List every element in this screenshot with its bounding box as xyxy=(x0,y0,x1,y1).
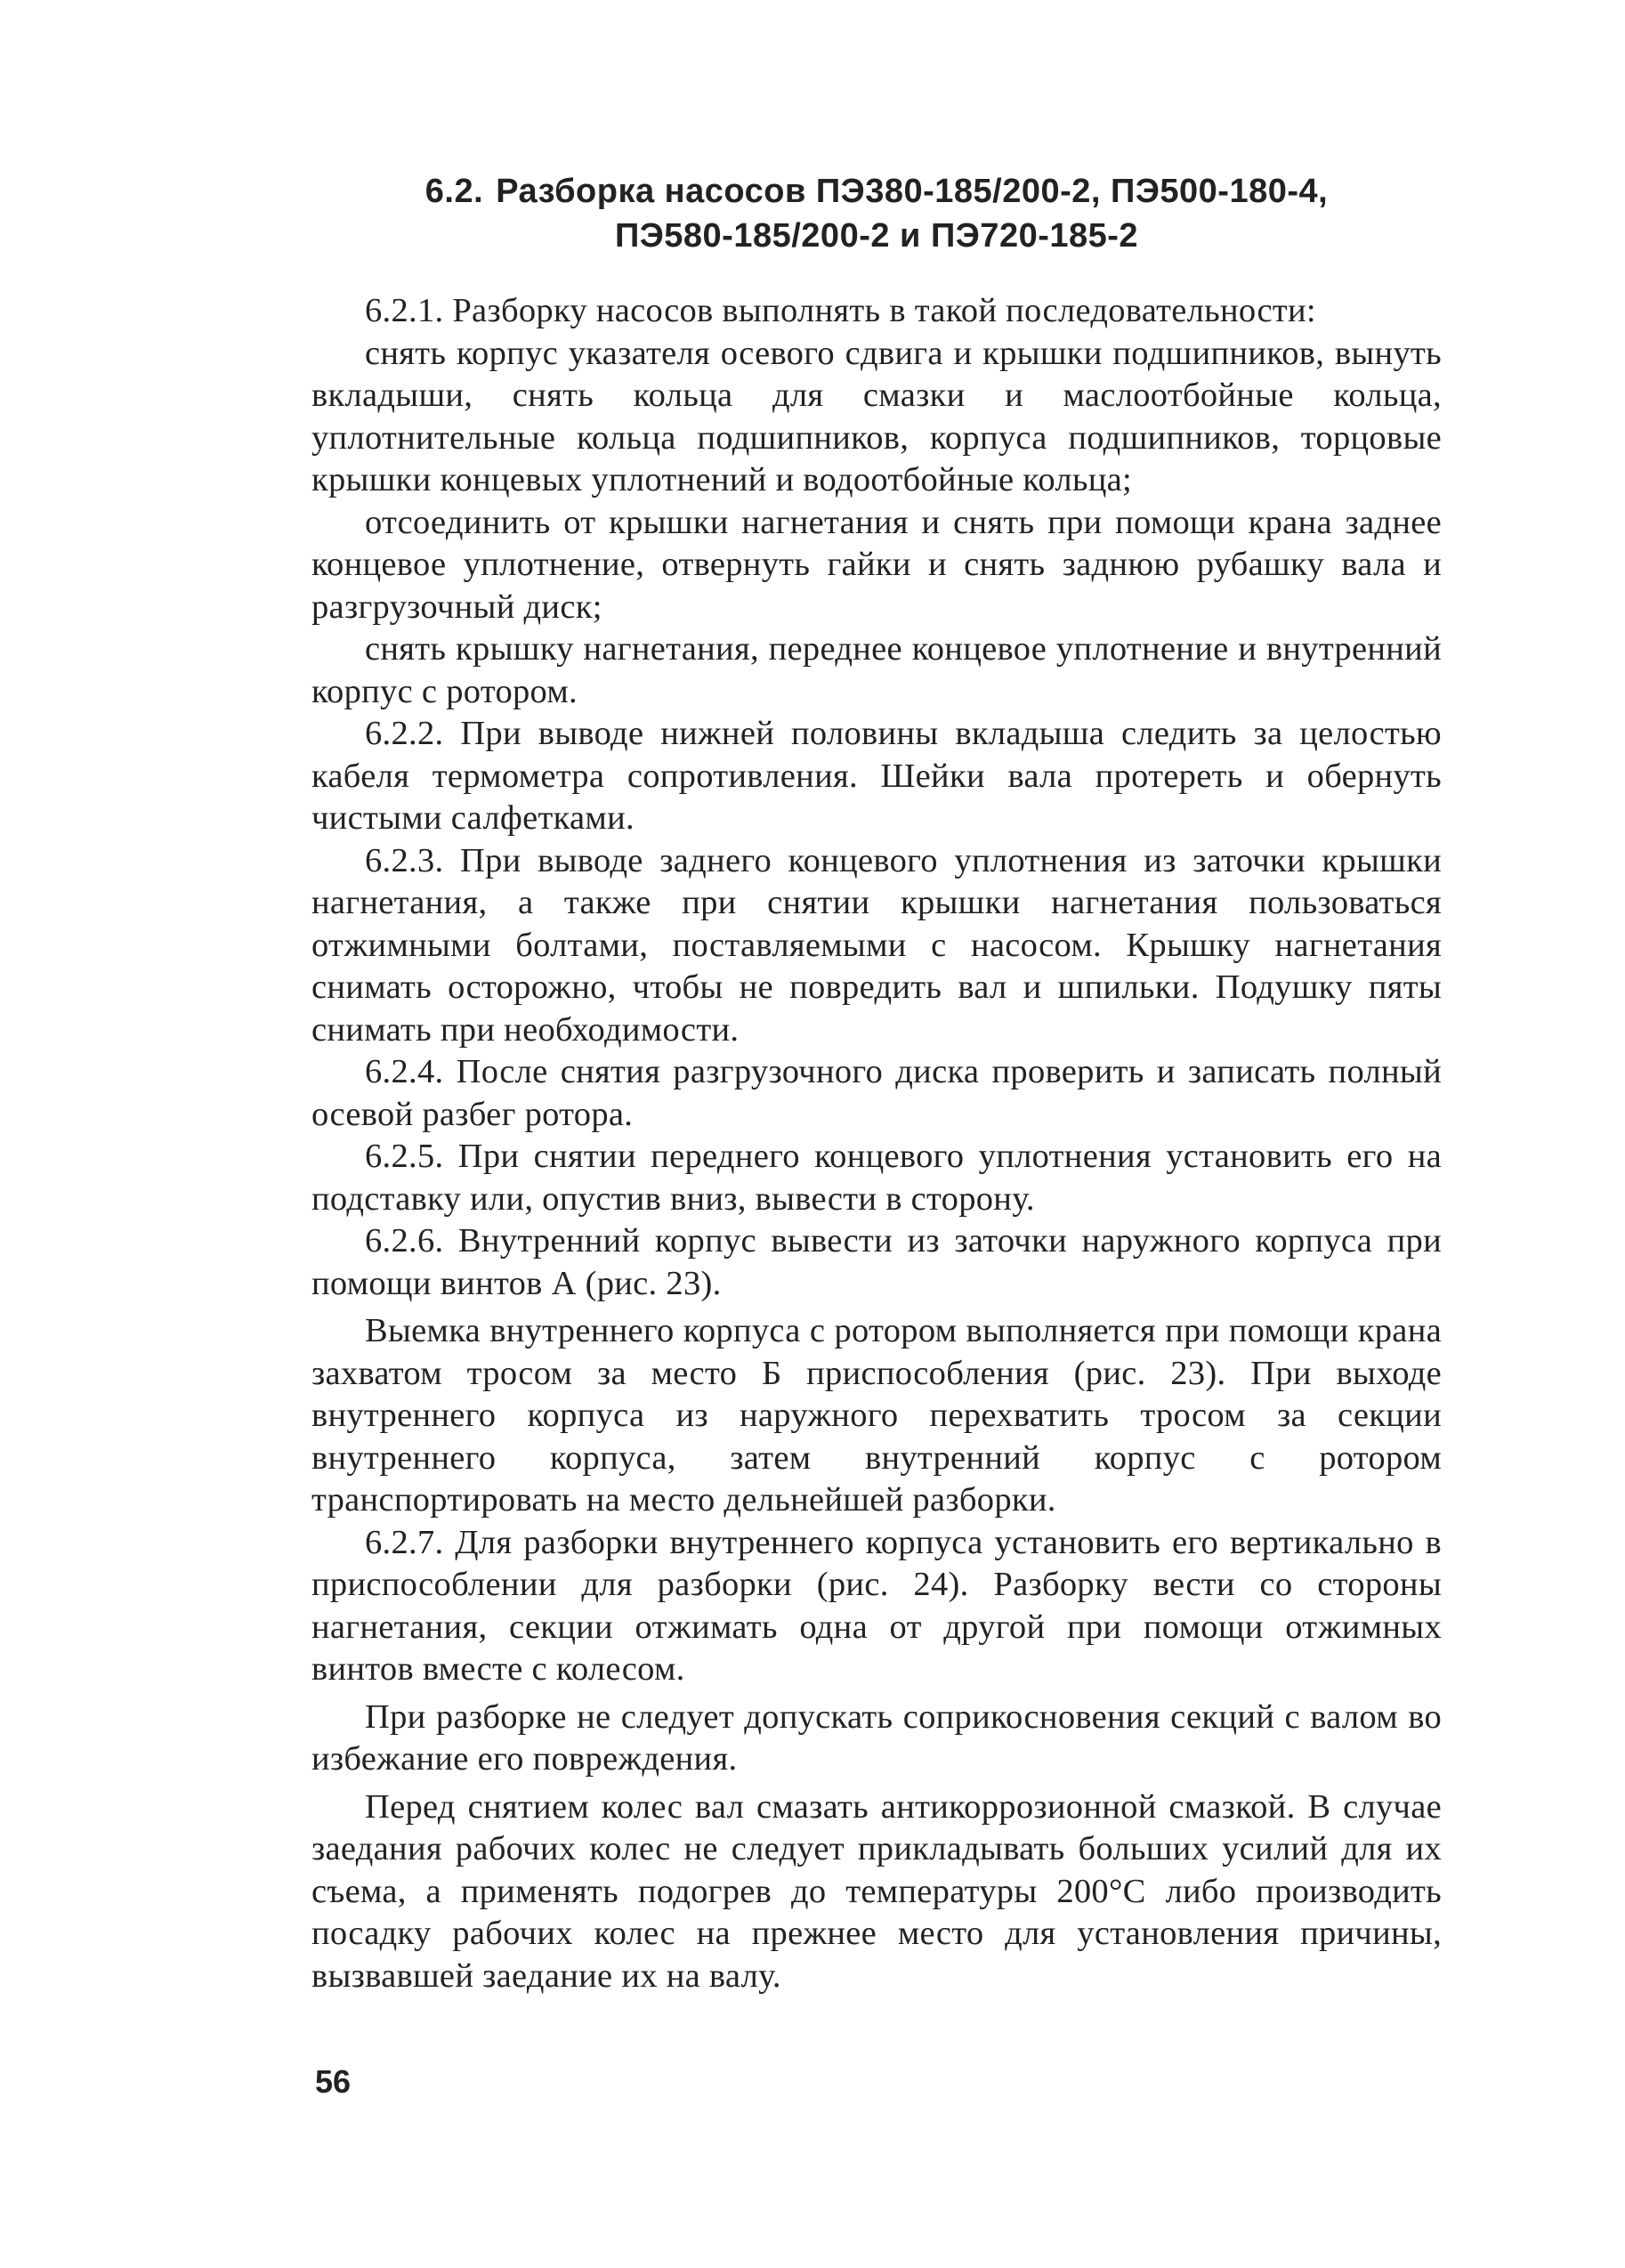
paragraph-step-remove-cover: снять крышку нагнетания, переднее концевое уплотнение и внутренний корпус с ротором. xyxy=(311,630,1442,710)
paragraph-6-2-5: 6.2.5. При снятии переднего концевого уплотнения установить его на подставку или, опустив вниз, вывести в сторону. xyxy=(311,1138,1442,1218)
paragraph-6-2-1: 6.2.1. Разборку насосов выполнять в такой последовательности: xyxy=(365,292,1316,329)
paragraph-6-2-2: 6.2.2. При выводе нижней половины вкладыша следить за целостью кабеля термометра сопротивления. Шейки вала протереть и обернуть чистыми салфетками. xyxy=(311,715,1442,837)
section-title-line-1: Разборка насосов ПЭ380-185/200-2, ПЭ500-180-4, xyxy=(496,173,1329,210)
section-title-line-2: ПЭ580-185/200-2 и ПЭ720-185-2 xyxy=(614,217,1139,255)
section-heading xyxy=(311,169,1442,258)
paragraph-step-detach-seal: отсоединить от крышки нагнетания и снять при помощи крана заднее концевое уплотнение, отвернуть гайки и снять заднюю рубашку вала и разгрузочный диск; xyxy=(311,503,1442,626)
heading-line-1 xyxy=(311,169,1442,214)
paragraph-6-2-6: 6.2.6. Внутренний корпус вывести из заточки наружного корпуса при помощи винтов А (рис. 23). xyxy=(311,1222,1442,1302)
paragraph-inner-casing-removal: Выемка внутреннего корпуса с ротором выполняется при помощи крана захватом тросом за место Б приспособления (рис. 23). При выходе внутреннего корпуса из наружного перехватить тросом за секции внутреннего корпуса, затем внутренний корпус с ротором транспортировать на место дельнейшей разборки. xyxy=(311,1312,1442,1519)
paragraph-wheel-removal: Перед снятием колес вал смазать антикоррозионной смазкой. В случае заедания рабочих колес не следует прикладывать больших усилий для их съема, а применять подогрев до температуры 200°С либо производить посадку рабочих колес на прежнее место для установления причины, вызвавшей заедание их на валу. xyxy=(311,1787,1442,1995)
page-number: 56 xyxy=(315,2063,352,2100)
paragraph-step-remove-housings: снять корпус указателя осевого сдвига и крышки подшипников, вынуть вкладыши, снять кольца для смазки и маслоотбойные кольца, уплотнительные кольца подшипников, корпуса подшипников, торцовые крышки концевых уплотнений и водоотбойные кольца; xyxy=(311,334,1442,498)
section-number: 6.2. xyxy=(424,173,484,210)
paragraph-6-2-4: 6.2.4. После снятия разгрузочного диска проверить и записать полный осевой разбег ротора. xyxy=(311,1053,1442,1133)
paragraph-6-2-3: 6.2.3. При выводе заднего концевого уплотнения из заточки крышки нагнетания, а также при снятии крышки нагнетания пользоваться отжимными болтами, поставляемыми с насосом. Крышку нагнетания снимать осторожно, чтобы не повредить вал и шпильки. Подушку пяты снимать при необходимости. xyxy=(311,841,1442,1049)
paragraph-avoid-contact: При разборке не следует допускать соприкосновения секций с валом во избежание его повреждения. xyxy=(311,1697,1442,1778)
body-text xyxy=(311,290,1442,1997)
paragraph-6-2-7: 6.2.7. Для разборки внутреннего корпуса установить его вертикально в приспособлении для разборки (рис. 24). Разборку вести со стороны нагнетания, секции отжимать одна от другой при помощи отжимных винтов вместе с колесом. xyxy=(311,1523,1442,1688)
document-page xyxy=(311,160,1442,1997)
